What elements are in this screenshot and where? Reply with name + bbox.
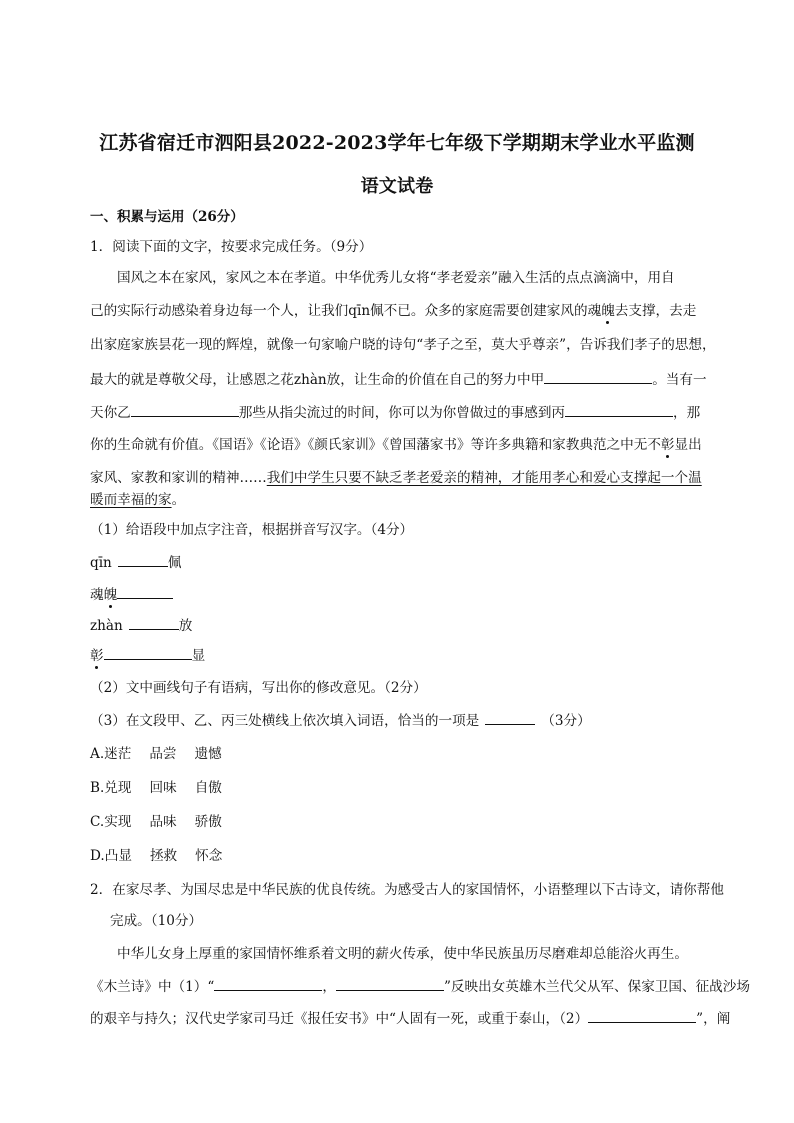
option-word: 骄傲	[194, 814, 222, 830]
option-label: D.凸显	[90, 848, 132, 864]
passage-line	[90, 335, 722, 355]
question-1-stem: 1．阅读下面的文字，按要求完成任务。（9分）	[90, 239, 373, 255]
passage-line	[117, 268, 722, 288]
passage-text: 家风、家教和家训的精神……	[90, 470, 267, 486]
passage-line	[90, 369, 722, 390]
option-word: 回味	[149, 780, 177, 796]
option-b[interactable]	[90, 778, 722, 798]
fill-row	[90, 615, 722, 636]
passage-line	[90, 435, 722, 455]
passage-text: 最大的就是尊敬父母，让感恩之花zhàn放，让生命的价值在自己的努力中甲	[90, 372, 545, 388]
underlined-sentence: 我们中学生只要不缺乏孝老爱亲的精神，才能用孝心和爱心支撑起一个温	[266, 470, 702, 486]
passage-line	[90, 468, 722, 488]
subquestion-1: （1）给语段中加点字注音，根据拼音写汉字。（4分）	[90, 522, 414, 538]
passage-line	[90, 402, 722, 423]
passage-text: 中华儿女身上厚重的家国情怀维系着文明的薪火传承，使中华民族虽历尽磨难却总能浴火再生。	[117, 946, 688, 962]
option-a[interactable]	[90, 744, 722, 764]
option-word: 品味	[149, 814, 177, 830]
option-word: 自傲	[194, 780, 222, 796]
passage-line	[90, 301, 722, 321]
answer-blank[interactable]	[485, 710, 535, 725]
answer-blank[interactable]	[214, 976, 322, 991]
score-text: （3分）	[541, 713, 591, 729]
dotted-char: 彰	[660, 437, 675, 453]
subquestion-3	[90, 710, 722, 731]
fill-row	[90, 584, 722, 605]
option-c[interactable]	[90, 812, 722, 832]
option-word: 拯救	[149, 848, 178, 864]
passage-text: ”，阐	[696, 1011, 731, 1027]
blank-bing[interactable]	[565, 402, 673, 417]
passage-text: 《木兰诗》中（1）“	[90, 979, 215, 995]
passage-text: 你的生命就有价值。《国语》《论语》《颜氏家训》《曾国藩家书》等许多典籍和家教典范之中无不	[90, 437, 661, 453]
option-label: A.迷茫	[90, 746, 132, 762]
blank-jia[interactable]	[544, 369, 652, 384]
option-d[interactable]	[90, 846, 722, 866]
fill-row	[90, 552, 722, 573]
answer-blank[interactable]	[588, 1008, 696, 1023]
subquestion-2: （2）文中画线句子有语病，写出你的修改意见。（2分）	[90, 680, 427, 696]
fill-char: 放	[178, 618, 193, 634]
passage-text: 。	[171, 492, 186, 508]
answer-blank[interactable]	[104, 645, 192, 660]
passage-line	[90, 976, 750, 997]
passage-text: 出家庭家族昙花一现的辉煌，就像一句家喻户晓的诗句“孝子之至，莫大乎尊亲”，告诉我们孝子的思想，	[90, 337, 716, 353]
question-2-stem: 2．在家尽孝、为国尽忠是中华民族的优良传统。为感受古人的家国情怀，小语整理以下古诗文，请你帮他	[90, 882, 724, 898]
passage-text: 显出	[674, 437, 702, 453]
passage-text: ，那	[673, 405, 701, 421]
section-heading: 一、积累与运用（26分）	[90, 209, 244, 225]
option-word: 怀念	[195, 848, 223, 864]
answer-blank[interactable]	[118, 552, 168, 567]
option-word: 品尝	[149, 746, 177, 762]
passage-text: 天你乙	[90, 405, 131, 421]
fill-row	[90, 645, 722, 666]
passage-text: 己的实际行动感染着身边每一个人，让我们qīn佩不已。众多的家庭需要创建家风的魂	[90, 303, 602, 319]
subquestion-text: （3）在文段甲、乙、丙三处横线上依次填入词语，恰当的一项是	[90, 713, 480, 729]
underlined-sentence: 暖而幸福的家	[90, 492, 172, 508]
passage-line	[90, 1008, 731, 1029]
answer-blank[interactable]	[129, 615, 179, 630]
dotted-char: 魄	[601, 303, 615, 319]
passage-line	[117, 944, 722, 964]
passage-text: 。当有一	[652, 372, 707, 388]
dotted-char: 魄	[103, 587, 118, 603]
blank-yi[interactable]	[131, 402, 239, 417]
option-word: 遗憾	[194, 746, 222, 762]
pinyin: zhàn	[90, 618, 123, 634]
passage-text: ，	[322, 979, 336, 995]
passage-text: 国风之本在家风，家风之本在孝道。中华优秀儿女将“孝老爱亲”融入生活的点点滴滴中，用自	[117, 270, 675, 286]
exam-title: 江苏省宿迁市泗阳县2022-2023学年七年级下学期期末学业水平监测	[99, 132, 695, 154]
fill-char: 显	[191, 648, 206, 664]
answer-blank[interactable]	[117, 584, 173, 599]
dotted-char: 彰	[90, 648, 104, 664]
pinyin: qīn	[90, 555, 112, 571]
passage-text: ”反映出女英雄木兰代父从军、保家卫国、征战沙场	[443, 979, 750, 995]
passage-text: 去支撑，去走	[614, 303, 697, 319]
passage-text: 那些从指尖流过的时间，你可以为你曾做过的事感到丙	[238, 405, 566, 421]
exam-subtitle: 语文试卷	[360, 176, 434, 197]
passage-text: 的艰辛与持久；汉代史学家司马迁《报任安书》中“人固有一死，或重于泰山，（2）	[90, 1011, 589, 1027]
question-2-stem-cont: 完成。（10分）	[110, 913, 203, 929]
option-label: B.兑现	[90, 780, 132, 796]
fill-char: 佩	[167, 555, 182, 571]
answer-blank[interactable]	[336, 976, 444, 991]
fill-char: 魂	[90, 587, 104, 603]
passage-line	[90, 490, 722, 510]
option-label: C.实现	[90, 814, 132, 830]
